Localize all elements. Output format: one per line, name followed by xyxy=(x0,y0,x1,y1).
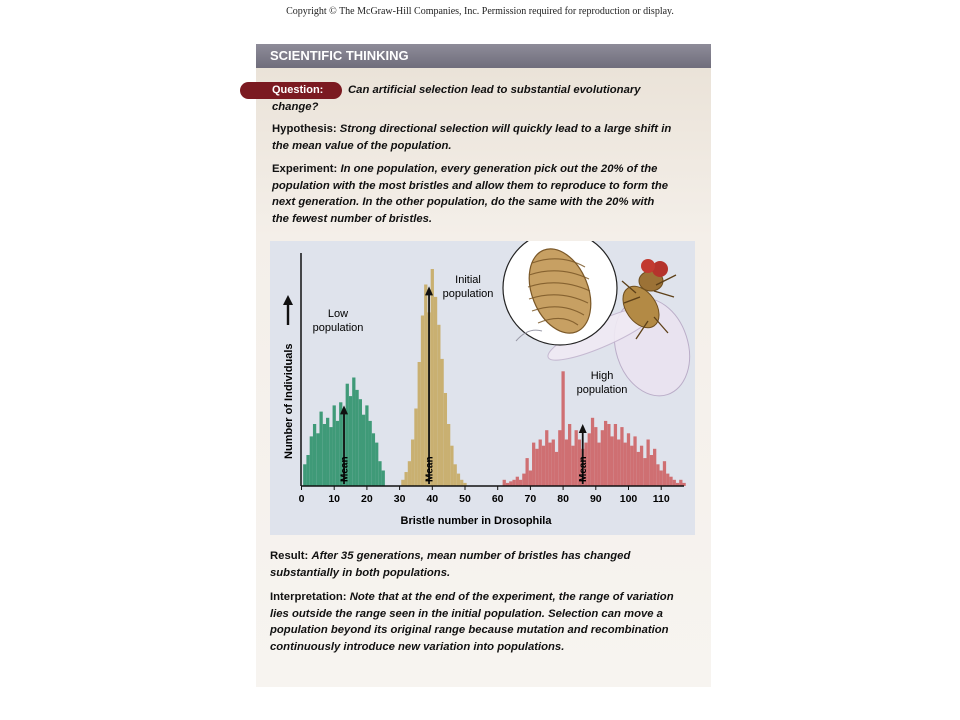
hypothesis-text: Strong directional selection will quickly lead to a large shift in the mean value of the population. xyxy=(272,123,672,152)
high-population-bar xyxy=(614,424,617,486)
high-population-bar xyxy=(532,443,535,486)
low-population-bar xyxy=(329,427,332,486)
high-population-bar xyxy=(669,477,672,486)
high-population-bar xyxy=(653,449,656,486)
high-population-bar xyxy=(620,427,623,486)
high-population-bar xyxy=(660,471,663,487)
high-population-bar xyxy=(611,436,614,486)
result-text: After 35 generations, mean number of bristles has changed substantially in both populations. xyxy=(270,550,631,579)
high-population-bar xyxy=(539,440,542,487)
abdomen-magnified-inset xyxy=(503,241,617,345)
x-axis-label: Bristle number in Drosophila xyxy=(400,515,552,527)
result-paragraph xyxy=(270,548,690,581)
initial-population-bar xyxy=(418,362,421,486)
x-tick-label: 60 xyxy=(491,493,504,505)
high-population-bar xyxy=(663,461,666,486)
low-population-bar xyxy=(372,433,375,486)
initial-population-bar xyxy=(454,464,457,486)
hypothesis-label: Hypothesis: xyxy=(272,123,337,135)
initial-population-bar xyxy=(411,440,414,487)
high-population-bar xyxy=(607,424,610,486)
high-population-bar xyxy=(503,480,506,486)
interpretation-label: Interpretation: xyxy=(270,591,347,603)
initial-population-bar xyxy=(447,424,450,486)
initial-population-mean-label: Mean xyxy=(424,456,436,482)
low-population-bar xyxy=(319,412,322,486)
question-text-continued: change? xyxy=(272,101,319,113)
initial-population-bar xyxy=(437,325,440,486)
high-population-bar xyxy=(666,474,669,486)
low-population-bar xyxy=(382,471,385,487)
experiment-text: In one population, every generation pick out the 20% of the population with the most bristles and allow them to reproduce to form the next generation. In the other population, do the same with the 20% with the fewest number of bristles. xyxy=(272,163,669,225)
high-population-label-line2: population xyxy=(576,384,628,396)
high-population-bar xyxy=(637,452,640,486)
hypothesis-paragraph xyxy=(272,121,672,154)
low-population-bar xyxy=(352,378,355,487)
initial-population-label-line1: Initial xyxy=(455,274,481,286)
x-tick-label: 40 xyxy=(426,493,439,505)
high-population-bar xyxy=(627,433,630,486)
low-population-bar xyxy=(333,405,336,486)
high-population-bar xyxy=(656,464,659,486)
high-population-bar xyxy=(516,477,519,486)
initial-population-bar xyxy=(450,446,453,486)
low-population-bar xyxy=(375,443,378,486)
x-tick-label: 50 xyxy=(459,493,471,505)
low-population-mean-label: Mean xyxy=(339,456,351,482)
high-population-bar xyxy=(630,446,633,486)
initial-population-bar xyxy=(440,359,443,486)
low-population-bar xyxy=(316,433,319,486)
x-tick-label: 30 xyxy=(393,493,406,505)
x-tick-label: 70 xyxy=(524,493,537,505)
high-population-bar xyxy=(624,443,627,486)
low-population-bar xyxy=(313,424,316,486)
low-population-bar xyxy=(306,455,309,486)
high-population-bar xyxy=(640,446,643,486)
x-tick-label: 10 xyxy=(328,493,341,505)
initial-population-bar xyxy=(457,474,460,486)
high-population-bar xyxy=(548,443,551,486)
initial-population-bar xyxy=(414,409,417,487)
high-population-bar xyxy=(565,440,568,487)
high-population-bar xyxy=(542,446,545,486)
high-population-bar xyxy=(679,480,682,486)
high-population-bar xyxy=(604,421,607,486)
high-population-bar xyxy=(646,440,649,487)
x-tick-label: 80 xyxy=(557,493,569,505)
initial-population-bar xyxy=(424,285,427,487)
initial-population-bar xyxy=(431,269,434,486)
x-tick-label: 20 xyxy=(361,493,373,505)
y-axis-label: Number of Individuals xyxy=(283,343,295,459)
low-population-label-line1: Low xyxy=(327,308,349,320)
high-population-bar xyxy=(643,458,646,486)
y-axis-arrow xyxy=(283,295,293,325)
low-population-bar xyxy=(362,415,365,486)
high-population-bar xyxy=(568,424,571,486)
low-population-bar xyxy=(326,418,329,486)
x-tick-label: 100 xyxy=(619,493,638,505)
low-population-bar xyxy=(323,424,326,486)
high-population-bar xyxy=(526,458,529,486)
initial-population-bar xyxy=(444,393,447,486)
high-population-bar xyxy=(552,440,555,487)
high-population-mean-label: Mean xyxy=(578,456,590,482)
initial-population-bar xyxy=(460,480,463,486)
x-tick-label: 0 xyxy=(298,493,305,505)
low-population-label-line2: population xyxy=(312,322,364,334)
bristle-histogram xyxy=(270,241,695,535)
low-population-bar xyxy=(369,421,372,486)
high-population-bar xyxy=(617,440,620,487)
low-population-bar xyxy=(310,436,313,486)
bristle-chart xyxy=(270,241,695,535)
high-population-label-line1: High xyxy=(590,370,614,382)
question-text: Can artificial selection lead to substantial evolutionary xyxy=(348,84,641,96)
x-tick-label: 90 xyxy=(589,493,602,505)
low-population-bar xyxy=(378,461,381,486)
initial-population-label-line2: population xyxy=(442,288,494,300)
initial-population-bar xyxy=(405,472,408,486)
high-population-bar xyxy=(519,480,522,486)
high-population-bar xyxy=(601,430,604,486)
high-population-bar xyxy=(633,436,636,486)
high-population-bar xyxy=(545,430,548,486)
panel-title: SCIENTIFIC THINKING xyxy=(256,44,711,68)
low-population-bar xyxy=(365,405,368,486)
low-population-bar xyxy=(355,390,358,486)
low-population-bar xyxy=(359,399,362,486)
interpretation-paragraph xyxy=(270,589,690,655)
high-population-bar xyxy=(561,371,564,486)
high-population-bar xyxy=(512,480,515,486)
high-population-bar xyxy=(522,474,525,486)
experiment-label: Experiment: xyxy=(272,163,338,175)
result-label: Result: xyxy=(270,550,309,562)
high-population-bar xyxy=(558,430,561,486)
high-population-bar xyxy=(650,455,653,486)
question-label: Question: xyxy=(240,82,342,99)
interpretation-text: Note that at the end of the experiment, the range of variation lies outside the range seen in the initial population. Selection can move a population beyond its original range because mutation and recombination continuously introduce new variation into populations. xyxy=(270,591,674,653)
high-population-bar xyxy=(597,443,600,486)
low-population-bar xyxy=(303,464,306,486)
x-tick-label: 110 xyxy=(652,493,670,505)
high-population-bar xyxy=(594,427,597,486)
high-population-bar xyxy=(673,480,676,486)
experiment-paragraph xyxy=(272,161,672,227)
initial-population-bar xyxy=(408,461,411,486)
initial-population-bar xyxy=(401,480,404,486)
high-population-bar xyxy=(555,452,558,486)
copyright-notice: Copyright © The McGraw-Hill Companies, Inc. Permission required for reproduction or display. xyxy=(286,6,674,17)
high-population-bar xyxy=(535,449,538,486)
high-population-bar xyxy=(591,418,594,486)
high-population-bar xyxy=(571,446,574,486)
high-population-bar xyxy=(529,471,532,487)
